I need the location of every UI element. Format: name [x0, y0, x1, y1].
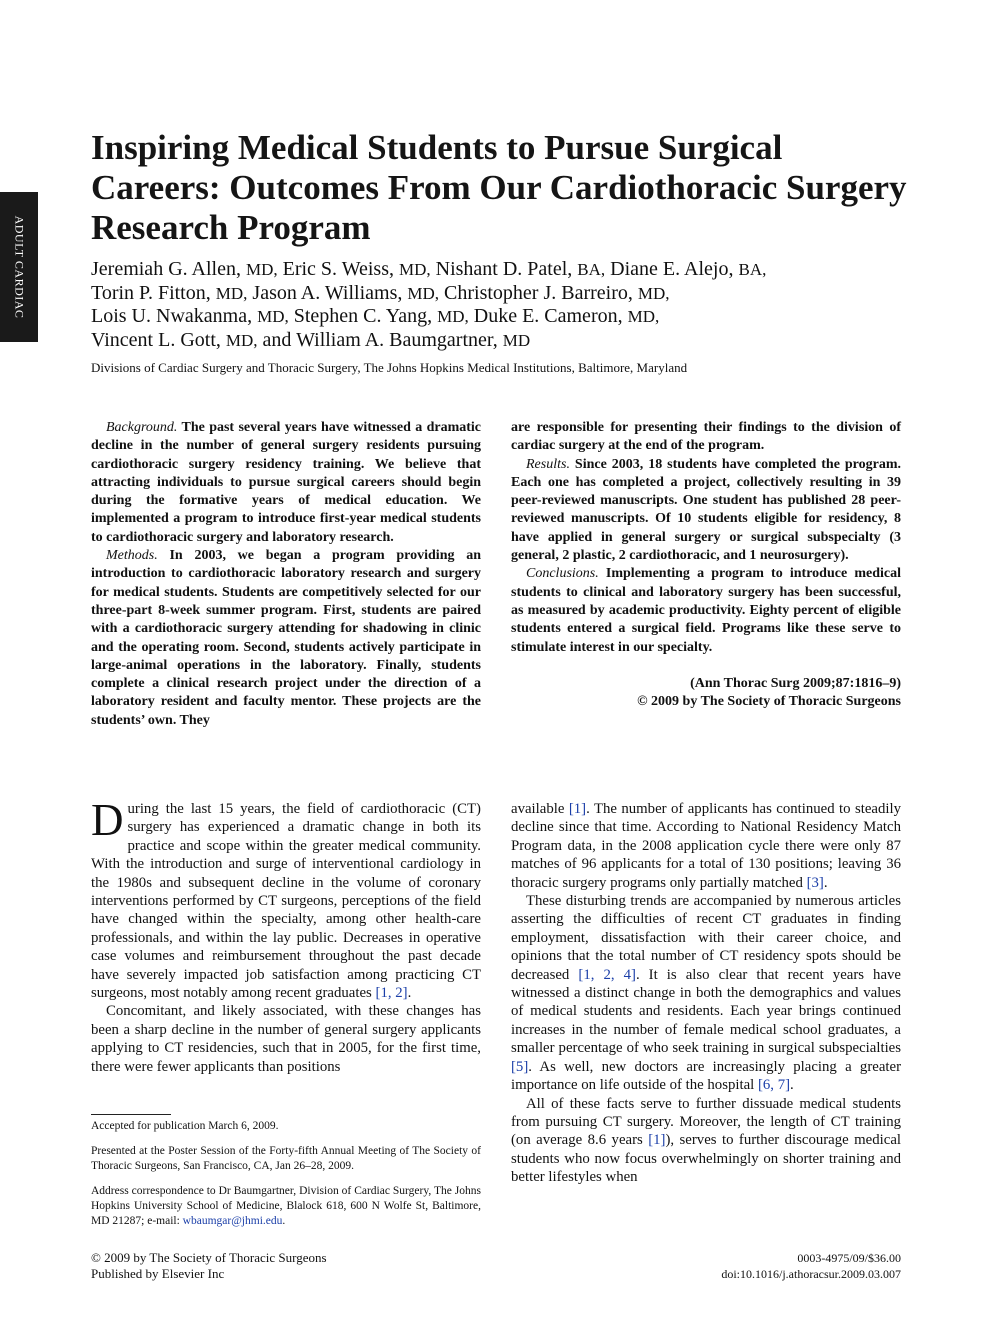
footer-right: [721, 1250, 901, 1282]
citation: (Ann Thorac Surg 2009;87:1816–9): [690, 675, 901, 691]
author-name: Nishant D. Patel,: [435, 258, 573, 280]
section-tab-label: ADULT CARDIAC: [12, 215, 27, 319]
author-list: [91, 258, 951, 352]
body-text: . The number of applicants has continued to steadily decline since that time. According to National Residency Match Program data, in the 2008 application cycle there were only 87 matches of 96 applicants for a total of 130 positions; leaving 36 thoracic surgery programs only partially matched: [511, 801, 901, 891]
author-name: Jeremiah G. Allen,: [91, 258, 241, 280]
methods-text: In 2003, we began a program providing an introduction to cardiothoracic laboratory research and surgery for medical students. Students are competitively selected for our three-part 8-week summer program. First, students are paired with a cardiothoracic surgery attending for shadowing in clinic and the operating room. Second, students actively participate in large-animal operations in the laboratory. Finally, students complete a clinical research project under the direction of a laboratory resident and faculty mentor. These projects are the students’ own. They: [91, 548, 482, 728]
author-degree: MD,: [398, 260, 431, 279]
footnotes: [91, 1114, 481, 1239]
author-name: Diane E. Alejo,: [610, 258, 734, 280]
section-tab: [0, 192, 38, 342]
reference-link[interactable]: [3]: [806, 874, 824, 891]
reference-link[interactable]: [1]: [568, 801, 587, 817]
reference-link[interactable]: [6, 7]: [757, 1077, 791, 1094]
body-text: All of these facts serve to further dissuade medical students from pursuing CT surgery. Moreover, the length of CT training (on average 8.6 years: [511, 1095, 901, 1149]
author-name: and William A. Baumgartner,: [262, 328, 498, 351]
background-label: Background.: [106, 420, 178, 435]
author-degree: MD,: [225, 330, 258, 350]
abstract-copyright: © 2009 by The Society of Thoracic Surgeons: [637, 694, 901, 710]
author-degree: MD,: [437, 307, 469, 326]
footer-doi: doi:10.1016/j.athoracsur.2009.03.007: [721, 1267, 901, 1281]
author-line: [91, 258, 951, 282]
footer-issn: 0003-4975/09/$36.00: [797, 1251, 901, 1265]
body-left-column: [91, 795, 481, 1076]
body-text: uring the last 15 years, the field of cardiothoracic (CT) surgery has experienced a dramatic change in both its practice and scope within the greater medical community. With the introduction and surge of interventional cardiology in the 1980s and subsequent decline in the volume of coronary interventions performed by CT surgeons, perceptions of the field have changed within the specialty, among other health-care professionals, and within the lay public. Decreases in operative case volumes and reimbursement throughout the past decade have severely impacted job satisfaction among practicing CT surgeons, most notably among recent graduates: [91, 801, 481, 1002]
affiliation: Divisions of Cardiac Surgery and Thoracic Surgery, The Johns Hopkins Medical Institutions, Baltimore, Maryland: [91, 360, 688, 375]
reference-link[interactable]: [5]: [511, 1058, 529, 1075]
body-paragraph-2: Concomitant, and likely associated, with these changes has been a sharp decline in the number of general surgery applicants applying to CT residencies, such that in 2005, for the first time, there were fewer applicants than positions: [91, 1003, 481, 1075]
author-name: Vincent L. Gott,: [91, 328, 221, 351]
body-text: . As well, new doctors are increasingly placing a greater importance on life outside of the hospital: [511, 1058, 901, 1094]
author-degree: MD,: [257, 307, 289, 326]
article-title: Inspiring Medical Students to Pursue Surgical Careers: Outcomes From Our Cardiothoracic Surgery Research Program: [91, 128, 907, 247]
body-text: . It is also clear that recent years have witnessed a distinct change in both the demographics and values of medical students and residents. Each year brings continued increases in the number of female medical school graduates, a smaller percentage of who seek training in surgical subspecialties: [511, 966, 901, 1057]
body-text: available: [511, 801, 565, 817]
body-paragraph-4: [511, 1095, 901, 1187]
author-line: [91, 305, 951, 329]
footer-left: [91, 1250, 327, 1282]
abstract-conclusions: [511, 565, 901, 656]
journal-citation: [511, 675, 901, 712]
author-degree: MD,: [215, 283, 248, 303]
reference-link[interactable]: [1, 2, 4]: [578, 966, 636, 983]
footer-copyright: © 2009 by The Society of Thoracic Surgeons: [91, 1250, 327, 1265]
footer-publisher: Published by Elsevier Inc: [91, 1266, 225, 1281]
author-degree: MD: [502, 330, 531, 350]
body-right-column: [511, 800, 901, 1187]
correspondence-address: Address correspondence to Dr Baumgartner, Division of Cardiac Surgery, The Johns Hopkins University School of Medicine, Blalock 618, 600 N Wolfe St, Baltimore, MD 21287; e-mail:: [91, 1185, 481, 1227]
reference-link[interactable]: [1]: [648, 1132, 666, 1149]
author-degree: MD,: [245, 260, 278, 279]
footnote-divider: [91, 1114, 171, 1115]
author-degree: MD,: [407, 283, 440, 303]
body-text: ), serves to further discourage medical students who now focus overwhelmingly on shorter training and better lifestyles when: [511, 1132, 901, 1186]
author-degree: MD,: [637, 283, 670, 303]
reference-link[interactable]: [1, 2]: [375, 985, 408, 1002]
author-name: Torin P. Fitton,: [91, 281, 211, 304]
conclusions-label: Conclusions.: [526, 566, 599, 582]
body-text: These disturbing trends are accompanied by numerous articles asserting the difficulties of recent CT graduates in finding employment, dissatisfaction with their career choice, and opinions that the total number of CT residency spots should be decreased: [511, 893, 901, 983]
author-name: Eric S. Weiss,: [282, 258, 394, 280]
email-link[interactable]: wbaumgar@jhmi.edu: [182, 1215, 283, 1227]
abstract-results: [511, 456, 901, 566]
abstract-background: [91, 419, 481, 547]
author-name: Jason A. Williams,: [252, 281, 403, 304]
body-paragraph-1: During the last 15 years, the field of cardiothoracic (CT) surgery has experienced a dramatic change in both its practice and scope within the greater medical community. With the introduction and surge of interventional cardiology in the 1980s and subsequent decline in the volume of coronary interventions performed by CT surgeons, perceptions of the field have changed within the specialty, among other health-care professionals, and within the lay public. Decreases in operative case volumes and reimbursement throughout the past decade have severely impacted job satisfaction among practicing CT surgeons, most notably among recent graduates [1, 2].: [91, 795, 481, 1002]
body-paragraph-2-continued: available [1]. The number of applicants has continued to steadily decline since that time. According to National Residency Match Program data, in the 2008 application cycle there were only 87 matches of 96 applicants for a total of 130 positions; leaving 36 thoracic surgery programs only partially matched [3].: [511, 801, 901, 891]
abstract-right-column: [511, 419, 901, 711]
author-degree: BA,: [577, 260, 606, 279]
results-label: Results.: [526, 456, 570, 472]
author-line: [91, 329, 951, 353]
abstract-methods: [91, 547, 481, 730]
conclusions-text: Implementing a program to introduce medical students to clinical and laboratory surgery has been successful, as measured by academic productivity. Eighty percent of eligible students entered a surgical field. Programs like these serve to stimulate interest in our specialty.: [511, 566, 901, 655]
author-name: Duke E. Cameron,: [473, 305, 623, 327]
author-line: [91, 282, 951, 306]
author-name: Christopher J. Barreiro,: [444, 281, 633, 304]
author-degree: BA,: [738, 260, 767, 279]
abstract-left-column: [91, 419, 481, 730]
author-degree: MD,: [627, 307, 660, 326]
abstract-methods-continued: are responsible for presenting their findings to the division of cardiac surgery at the end of the program.: [511, 420, 901, 454]
background-text: The past several years have witnessed a dramatic decline in the number of general surgery residents pursuing cardiothoracic surgery residency training. We believe that attracting individuals to pursue surgical careers should begin during the formative years of medical education. We implemented a program to introduce first-year medical students to cardiothoracic surgery and laboratory research.: [91, 420, 481, 545]
results-text: Since 2003, 18 students have completed the program. Each one has completed a project, collectively resulting in 39 peer-reviewed manuscripts. One student has published 28 peer-reviewed manuscripts. Of 10 students eligible for residency, 8 have applied in general surgery or surgical subspecialty (3 general, 2 plastic, 2 cardiothoracic, and 1 neurosurgery).: [511, 456, 902, 564]
presented-note: Presented at the Poster Session of the Forty-fifth Annual Meeting of The Society of Thoracic Surgeons, San Francisco, CA, Jan 26–28, 2009.: [91, 1145, 481, 1172]
accepted-note: Accepted for publication March 6, 2009.: [91, 1120, 279, 1132]
author-name: Stephen C. Yang,: [293, 305, 433, 327]
author-name: Lois U. Nwakanma,: [91, 305, 253, 327]
body-paragraph-3: These disturbing trends are accompanied by numerous articles asserting the difficulties of recent CT graduates in finding employment, dissatisfaction with their career choice, and opinions that the total number of CT residency spots should be decreased [1, 2, 4]. It is also clear that recent years have witnessed a distinct change in both the demographics and values of medical students and residents. Each year brings continued increases in the number of female medical school graduates, a smaller percentage of who seek training in surgical subspecialties [5]. As well, new doctors are increasingly placing a greater importance on life outside of the hospital [6, 7].: [511, 893, 901, 1094]
correspondence-note: Address correspondence to Dr Baumgartner, Division of Cardiac Surgery, The Johns Hopkins University School of Medicine, Blalock 618, 600 N Wolfe St, Baltimore, MD 21287; e-mail: wbaumgar@jhmi.edu.: [91, 1185, 481, 1227]
drop-cap: D: [91, 795, 124, 845]
methods-label: Methods.: [106, 548, 158, 564]
